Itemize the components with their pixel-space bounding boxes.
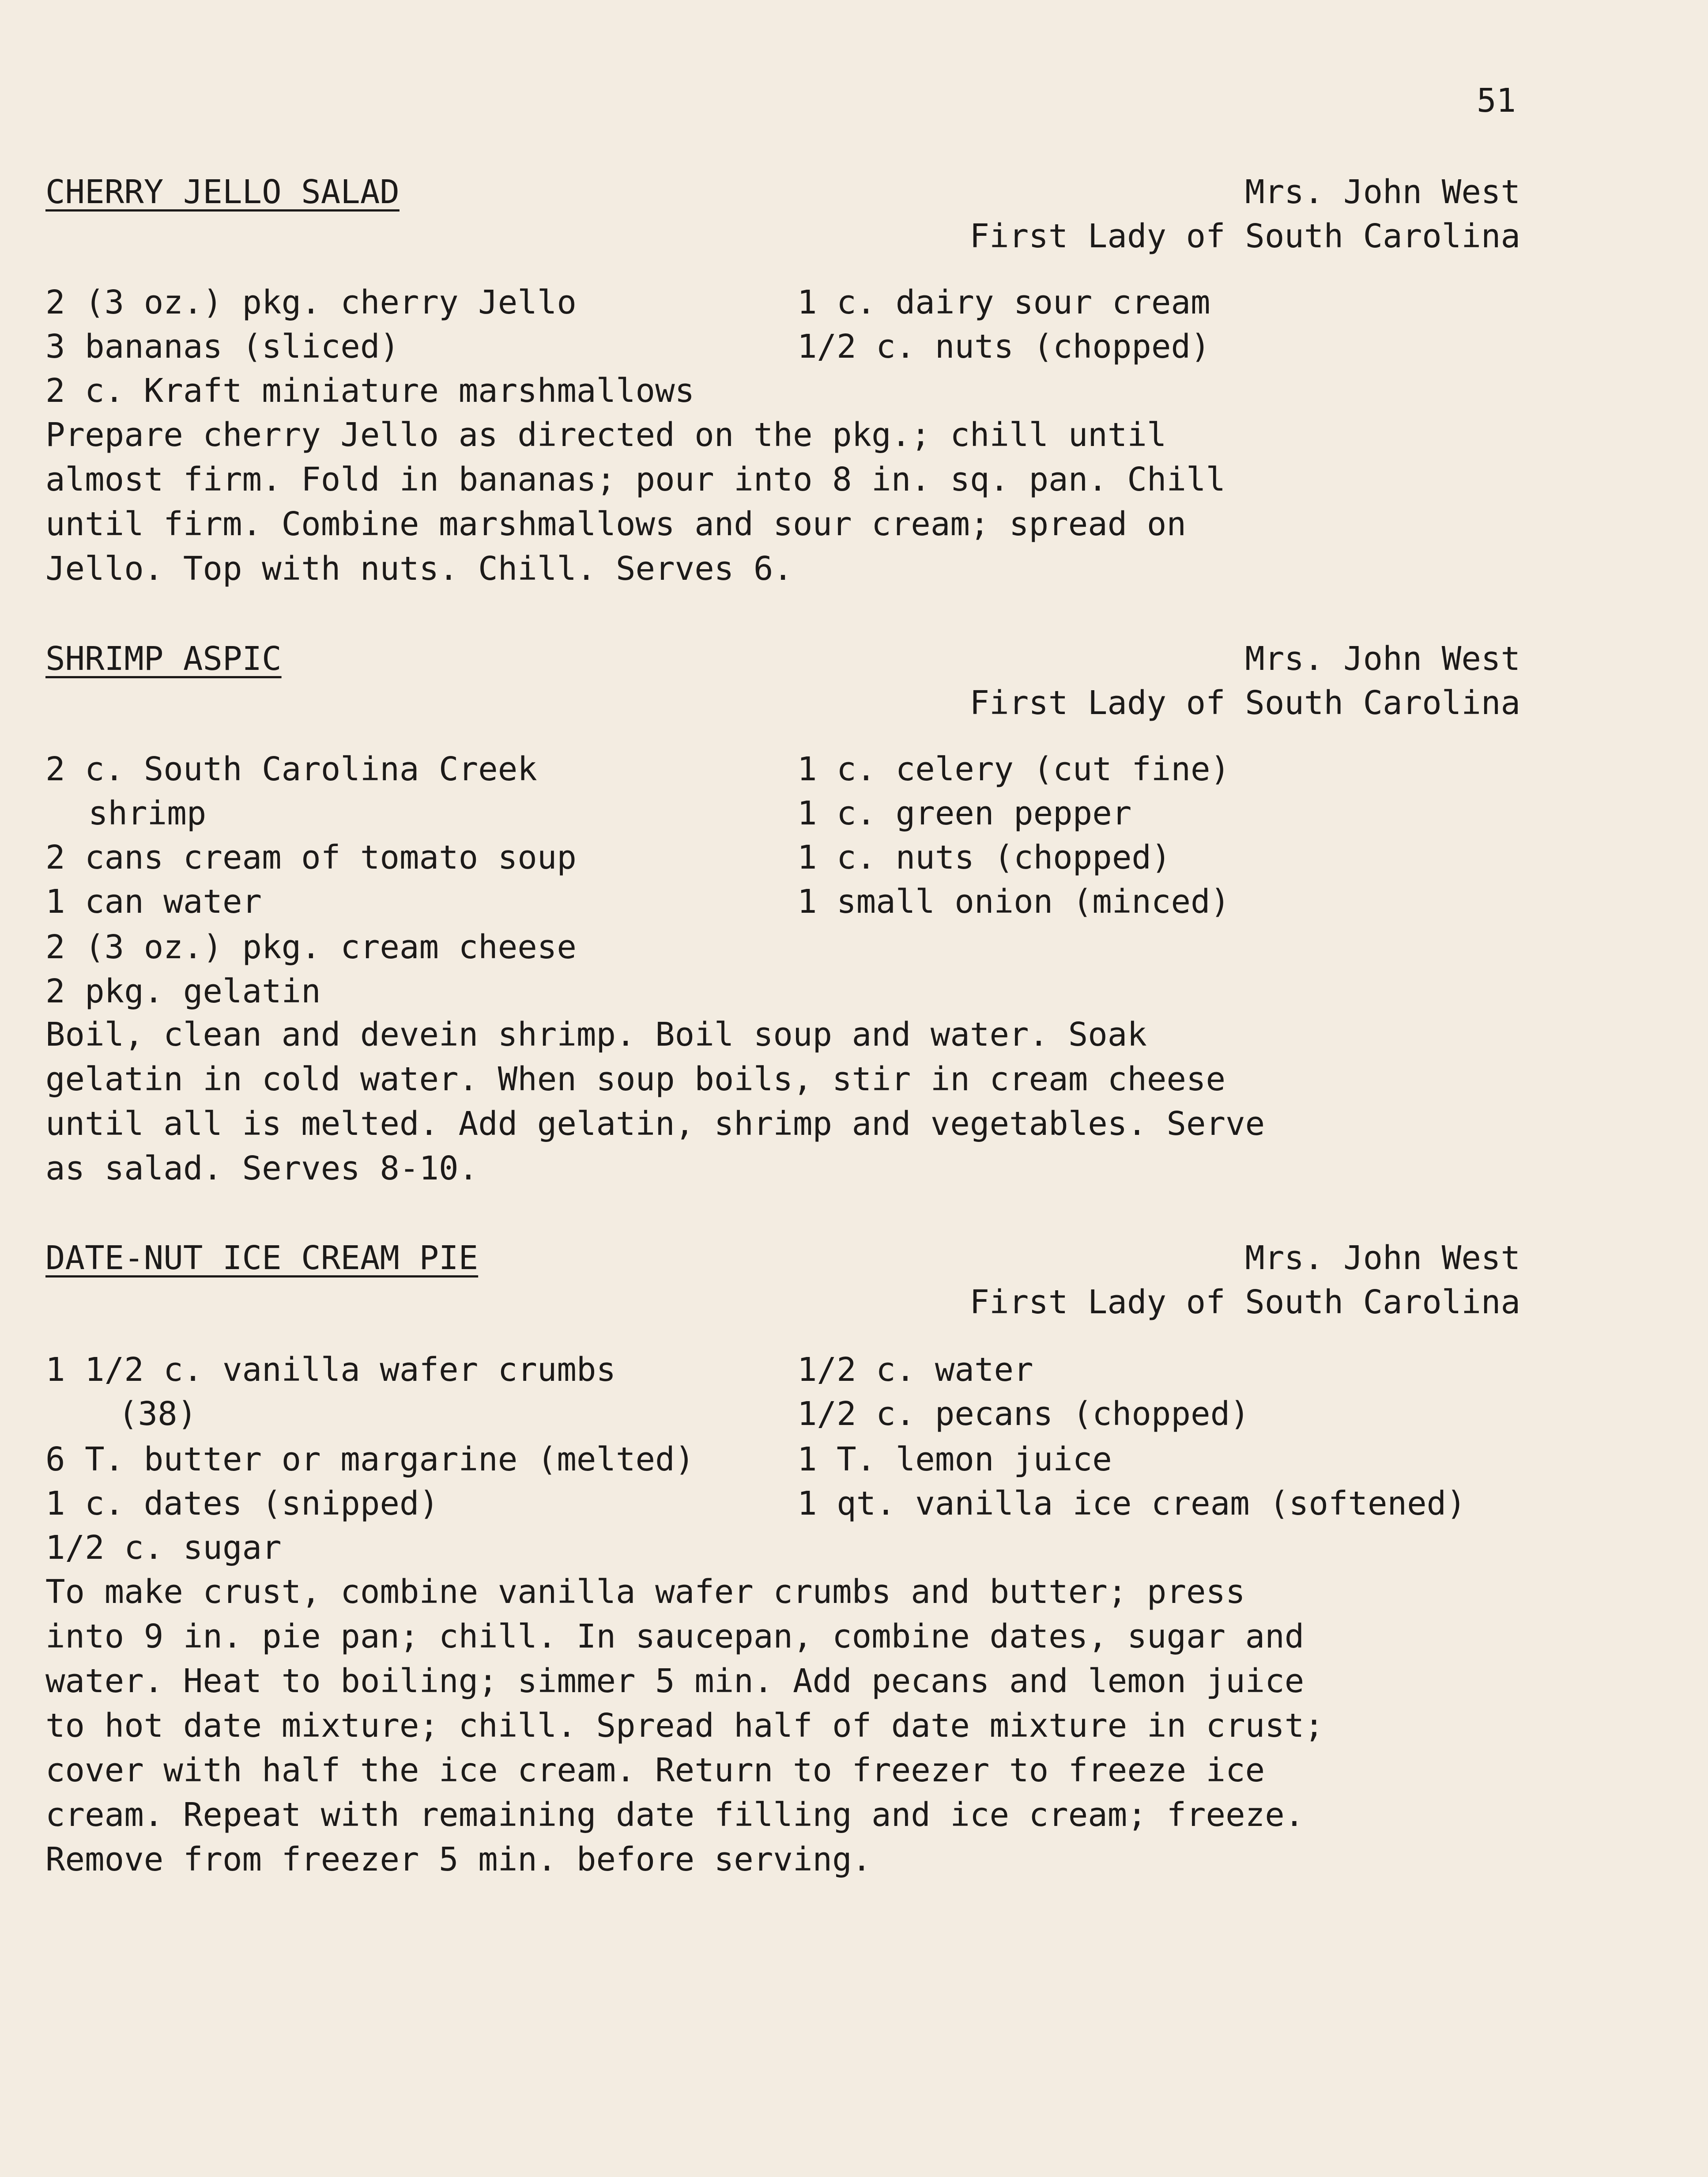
recipe-author: Mrs. John West <box>1245 1239 1520 1277</box>
ingredient: 2 cans cream of tomato soup <box>45 839 577 877</box>
ingredient: 1 c. dairy sour cream <box>797 283 1210 321</box>
ingredient: 1 c. dates (snipped) <box>45 1485 439 1523</box>
ingredient: 1 c. celery (cut fine) <box>797 750 1230 788</box>
ingredient: 1 small onion (minced) <box>797 883 1230 921</box>
ingredient: 1/2 c. sugar <box>45 1529 282 1567</box>
recipe-directions: Prepare cherry Jello as directed on the pkg.; chill until almost firm. Fold in bananas; pour into 8 in. sq. pan. Chill until firm. Combine marshmallows and sour cream; spread on Jello. Top with nuts. Chill. Serves 6. <box>45 416 1226 588</box>
recipe-title: CHERRY JELLO SALAD <box>45 173 400 211</box>
ingredient: 1/2 c. water <box>797 1351 1033 1389</box>
ingredient: 1 c. green pepper <box>797 794 1132 832</box>
ingredient: 2 (3 oz.) pkg. cream cheese <box>45 928 577 966</box>
recipe-directions: Boil, clean and devein shrimp. Boil soup and water. Soak gelatin in cold water. When soup boils, stir in cream cheese until all is melted. Add gelatin, shrimp and vegetables. Serve as salad. Serves 8-10. <box>45 1016 1265 1187</box>
ingredient: 1 qt. vanilla ice cream (softened) <box>797 1485 1466 1523</box>
ingredient: 1 c. nuts (chopped) <box>797 839 1171 877</box>
ingredient: 1 1/2 c. vanilla wafer crumbs <box>45 1351 616 1389</box>
ingredient: 2 c. Kraft miniature marshmallows <box>45 372 695 410</box>
ingredient: 1 can water <box>45 883 262 921</box>
recipe-directions: To make crust, combine vanilla wafer crumbs and butter; press into 9 in. pie pan; chill. In saucepan, combine dates, sugar and water. Heat to boiling; simmer 5 min. Add pecans and lemon juice to hot date mixture; chill. Spread half of date mixture in crust; cover with half the ice cream. Return to freezer to freeze ice cream. Repeat with remaining date filling and ice cream; freeze. Remove from freezer 5 min. before serving. <box>45 1573 1324 1878</box>
page-number: 51 <box>1477 82 1516 120</box>
ingredient: 2 (3 oz.) pkg. cherry Jello <box>45 283 577 321</box>
ingredient: 1/2 c. pecans (chopped) <box>797 1395 1250 1433</box>
recipe-author-title: First Lady of South Carolina <box>969 684 1520 722</box>
ingredient: 2 c. South Carolina Creek <box>45 750 537 788</box>
recipe-title: DATE-NUT ICE CREAM PIE <box>45 1239 479 1277</box>
recipe-author-title: First Lady of South Carolina <box>969 1283 1520 1321</box>
ingredient: (38) <box>118 1395 197 1433</box>
ingredient: 3 bananas (sliced) <box>45 328 400 366</box>
ingredient: 1 T. lemon juice <box>797 1440 1112 1478</box>
ingredient: 6 T. butter or margarine (melted) <box>45 1440 695 1478</box>
recipe-author-title: First Lady of South Carolina <box>969 217 1520 255</box>
ingredient: shrimp <box>88 794 207 832</box>
recipe-title: SHRIMP ASPIC <box>45 640 282 678</box>
ingredient: 1/2 c. nuts (chopped) <box>797 328 1210 366</box>
ingredient: 2 pkg. gelatin <box>45 972 321 1010</box>
recipe-author: Mrs. John West <box>1245 173 1520 211</box>
recipe-author: Mrs. John West <box>1245 640 1520 678</box>
